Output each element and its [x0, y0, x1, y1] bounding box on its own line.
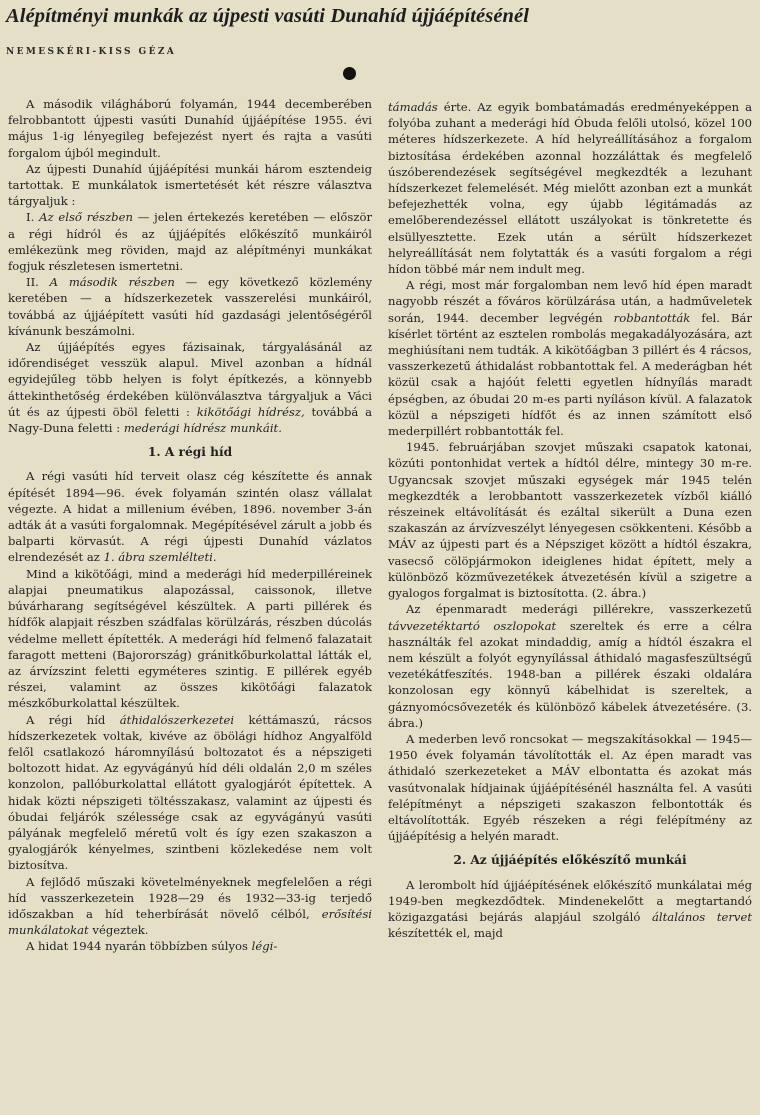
emphasis: Az első részben	[39, 210, 133, 225]
paragraph: Mind a kikötőági, mind a mederági híd mederpilléreinek alapjai pneumatikus alapozással, caissonok, illetve búvárharang segítségével készültek. A parti pillérek és hídfők alapjait részben szádfalas körülzárás, részben dúcolás védelme mellett építették. A mederági híd felmenő falazatait faragott metteni (Bajorország) gránitkőburkolattal látták el, az árvízszint feletti egyméteres szintig. E pillérek egyéb részei, valamint az összes kikötőági falazatok mészkőburkolattal készültek.	[8, 566, 372, 711]
paragraph: A második világháború folyamán, 1944 decemberében felrobbantott újpesti vasúti Dunahíd újjáépítése 1955. évi május 1-ig lényegileg befejezést nyert és rajta a vasúti forgalom újból megindult.	[8, 97, 372, 160]
paragraph: A hidat 1944 nyarán többízben súlyos légi-	[26, 939, 278, 954]
paragraph: A mederben levő roncsokat — megszakításokkal — 1945—1950 évek folyamán távolították el. Az épen maradt vas áthidaló szerkezeteket a MÁV elbontatta és azokat más vasútvonalak hídjainak újjáépítésénél használta fel. A vasúti felépítményt a népszigeti szakaszon felbontották és eltávolították. Egyéb részeken a régi felépítmény az újjáépítésig a helyén maradt.	[388, 731, 752, 844]
section-heading: 2. Az újjáépítés előkészítő munkái	[453, 853, 687, 868]
emphasis: robbantották	[613, 310, 691, 325]
paragraph: Az épenmaradt mederági pillérekre, vasszerkezetű távvezetéktartó oszlopokat szereltek és erre a célra használták fel azokat mindaddig, amíg a hídtól északra el nem készült a folyót egynyílással áthidaló magasfeszültségű vezetékátfeszítés. 1948-ban a pillérek északi oldalára konzolosan egy könnyű kábelhidat is szereltek, a gáznyomócsővezeték és különböző kábelek átvezetésére. (3. ábra.)	[388, 602, 752, 730]
paragraph: A régi híd áthidalószerkezetei kéttámaszú, rácsos hídszerkezetek voltak, kivéve az öbölági hídhoz Angyalföld felől csatlakozó háromnyílású boltozatot és a népszigeti boltozott hidat. Az egyvágányú híd déli oldalán 2,0 m széles konzolon, pallóburkolattal ellátott gyalogjárót építettek. A hidak közti népszigeti töltésszakasz, valamint az újpesti és óbudai feljárók szélessége csak az egyvágányú vasúti pályának megfelelő méretű volt és így ezen szakaszon a gyalogjárók kényelmes, szintbeni közlekedése nem volt biztosítva.	[8, 712, 372, 873]
paragraph: A régi, most már forgalomban nem levő híd épen maradt nagyobb részét a főváros körülzárása után, a hadműveletek során, 1944. december legvégén robbantották fel. Bár kísérlet történt az esztelen rombolás megakadályozására, azt meghiúsítani nem tudták. A kikötőágban 3 pillért és 4 rácsos, vasszerkezetű áthidalást robbantottak fel. A mederágban hét közül csak a hajóút feletti egyetlen hídnyílás maradt épségben, az óbudai 20 m-es parti nyíláson kívül. A falazatok közül a népszigeti hídfőt és az innen számított első mederpillért robbantották fel.	[388, 278, 752, 439]
section-heading: 1. A régi híd	[147, 445, 233, 460]
paragraph: I. Az első részben — jelen értekezés keretében — először a régi hídról és az újjáépítés előkészítő munkáiról emlékezünk meg röviden, majd az alépítményi munkákat fogjuk részletesen ismertetni.	[8, 210, 372, 274]
paragraph: A régi vasúti híd terveit olasz cég készítette és annak építését 1894—96. évek folyamán szintén olasz vállalat végezte. A hidat a millenium évében, 1896. november 3-án adták át a vasúti forgalomnak. Megépítésével zárult a jobb és balparti körvasút. A régi újpesti Dunahíd vázlatos elrendezését az 1. ábra szemlélteti.	[8, 469, 372, 565]
emphasis: általános tervet	[652, 909, 752, 924]
emphasis: áthidalószerkezetei	[119, 712, 235, 727]
emphasis: távvezetéktartó oszlopokat	[388, 618, 557, 633]
emphasis: kikötőági hídrész,	[196, 404, 305, 419]
emphasis: támadás	[388, 100, 438, 114]
paragraph: A fejlődő műszaki követelményeknek megfelelően a régi híd vasszerkezetein 1928—29 és 1932—33-ig terjedő időszakban a híd teherbírását növelő célból, erősítési munkálatokat végeztek.	[8, 874, 372, 938]
paragraph: Az újjáépítés egyes fázisainak, tárgyalásánál az időrendiséget vesszük alapul. Mivel azonban a hídnál egyidejűleg több helyen is folyt építkezés, a könnyebb áttekinthetőség érdekében különválasztva tárgyaljuk a Váci út és az újpesti öböl feletti : kikötőági hídrész, továbbá a Nagy-Duna feletti : mederági hídrész munkáit.	[8, 340, 372, 436]
emphasis: légi-	[251, 939, 278, 954]
paragraph: 1945. februárjában szovjet műszaki csapatok katonai, közúti pontonhidat vertek a hídtól délre, mintegy 30 m-re. Ugyancsak szovjet műszaki egységek már 1945 telén megkezdték a lerobbantott vasszerkezetek vízből kiálló részeinek eltávolítását és ezáltal sikerült a Duna ezen szakaszán az árvízveszélyt lényegesen csökkenteni. Később a MÁV az újpesti part és a Népsziget között a hídtól északra, vasecső cölöpjármokon ideiglenes hidat épített, mely a különböző közművezetékek átvezetésén kívül a szigetre a gyalogos forgalmat is biztosította. (2. ábra.)	[388, 440, 752, 601]
emphasis: erősítési munkálatokat	[8, 906, 372, 938]
emphasis: mederági hídrész munkáit.	[123, 421, 282, 436]
article-author: NEMESKÉRI-KISS GÉZA	[6, 47, 177, 57]
emphasis: 1. ábra szemlélteti.	[103, 550, 217, 565]
paragraph: II. A második részben — egy következő közlemény keretében — a hídszerkezetek vasszerelési munkáiról, továbbá az újjáépített vasúti híd gazdasági jelentőségéről kívánunk beszámolni.	[8, 275, 372, 338]
article-title: Alépítményi munkák az újpesti vasúti Dunahíd újjáépítésénél	[6, 5, 530, 27]
left-column	[8, 96, 372, 1111]
paragraph: Az újpesti Dunahíd újjáépítési munkái három esztendeig tartottak. E munkálatok ismertetését két részre választva tárgyaljuk :	[8, 161, 372, 209]
paragraph: támadás érte. Az egyik bombatámadás eredményeképpen a folyóba zuhant a mederági híd Óbuda felőli utolsó, közel 100 méteres hídszerkezete. A híd helyreállításához a forgalom biztosítása érdekében azonnal hozzáláttak és megfelelő úszóberendezések segítségével megkezdték a lezuhant hídszerkezet felemelését. Még mielőtt azonban ezt a munkát befejezhették volna, egy újabb légitámadás az emelőberendezéssel ellátott uszályokat is tönkretette és elsüllyesztette. Ezek után a sérült hídszerkezet helyreállítását nem folytatták és a vasúti forgalom a régi hídon többé már nem indult meg.	[388, 100, 752, 277]
emphasis: A második részben	[49, 275, 175, 290]
paragraph: A lerombolt híd újjáépítésének előkészítő munkálatai még 1949-ben megkezdődtek. Mindenekelőtt a megtartandó közigazgatási bejárás alapjául szolgáló általános tervet készítették el, majd	[388, 877, 752, 941]
right-column	[388, 99, 752, 1114]
section-bullet	[343, 67, 356, 80]
